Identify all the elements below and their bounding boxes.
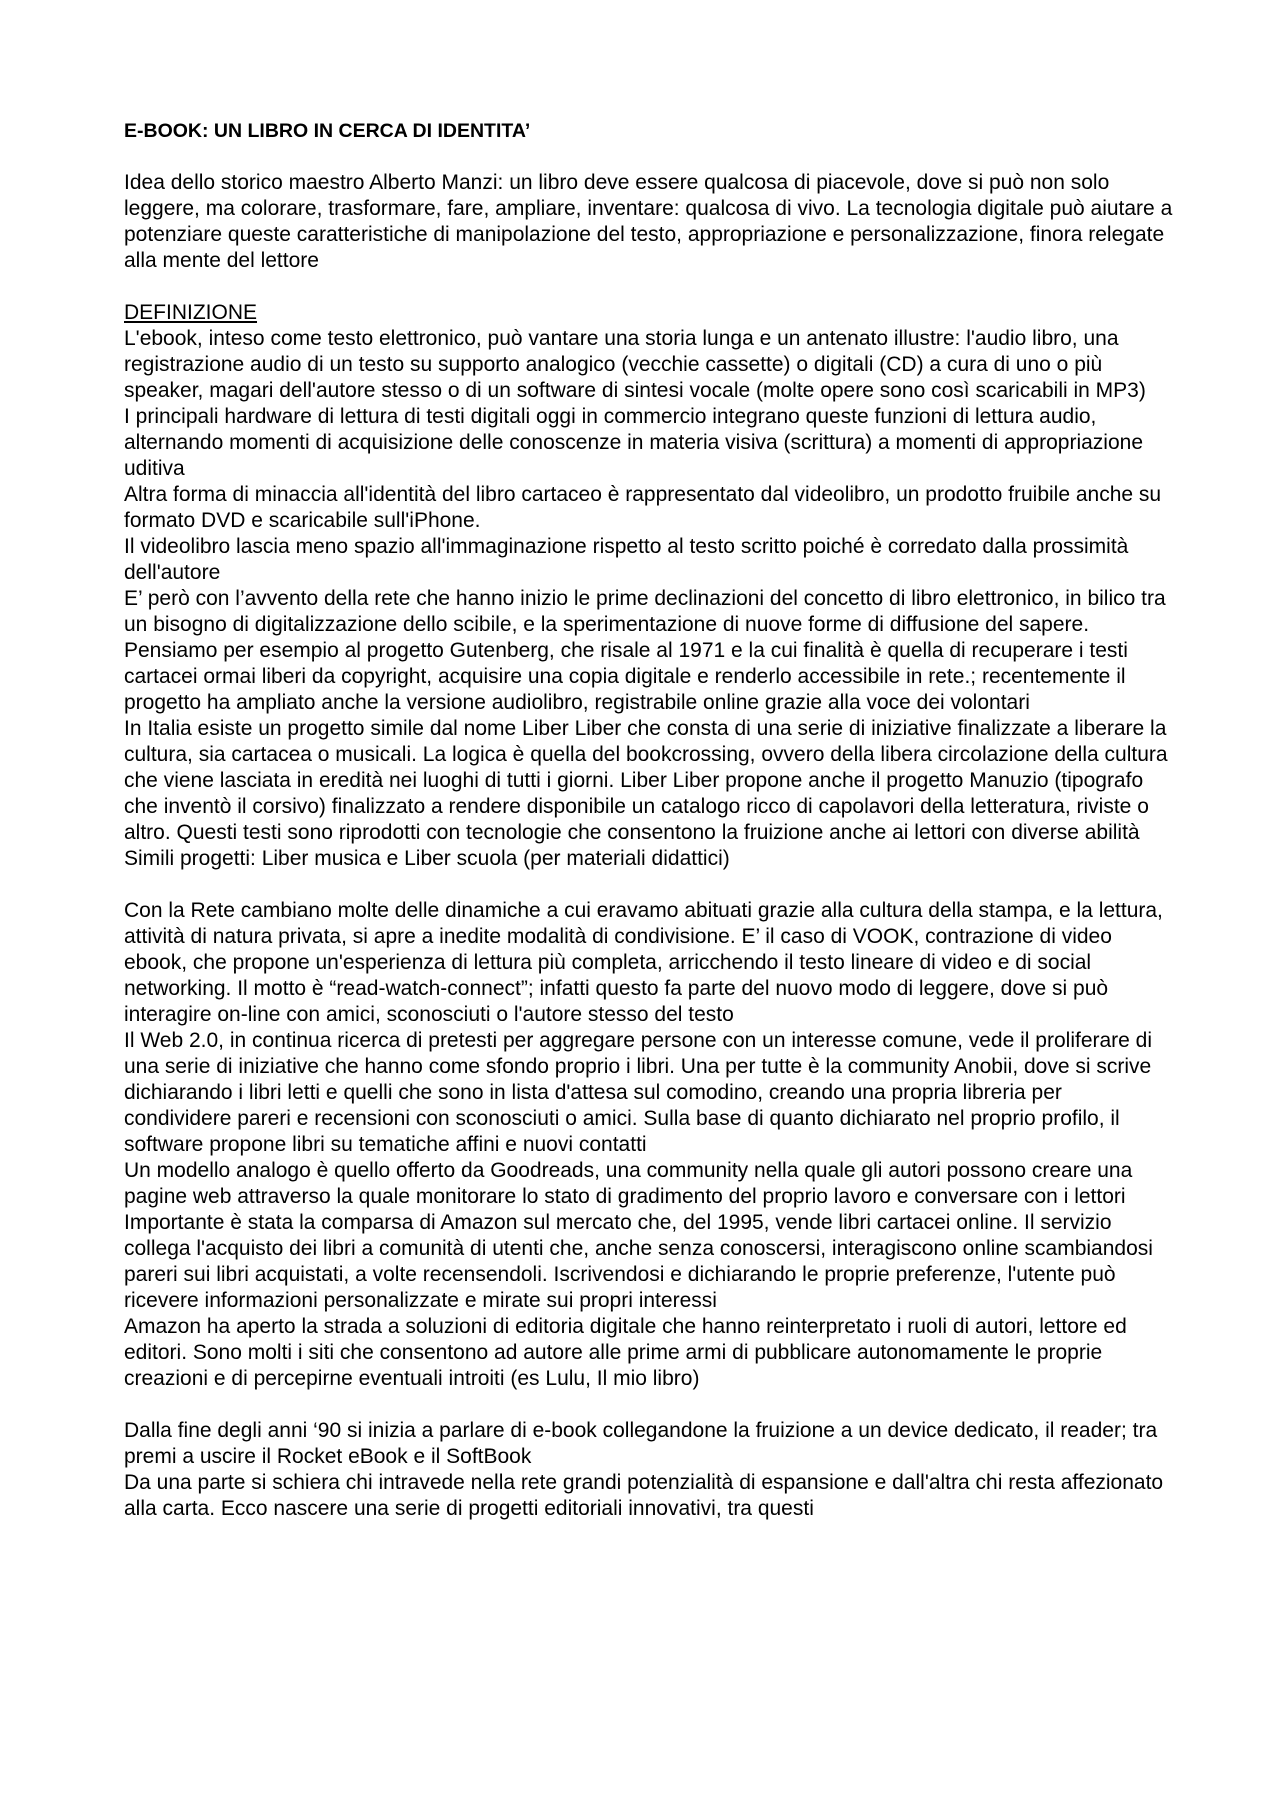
spacer [124, 872, 1174, 898]
intro-paragraph: Idea dello storico maestro Alberto Manzi: un libro deve essere qualcosa di piacevole, dove si può non solo leggere, ma colorare, trasformare, fare, ampliare, inventare: qualcosa di vivo. La tecnologia digitale può aiutare a potenziare queste caratteristiche di manipolazione del testo, appropriazione e personalizzazione, finora relegate alla mente del lettore [124, 171, 1173, 272]
paragraph: In Italia esiste un progetto simile dal nome Liber Liber che consta di una serie di iniziative finalizzate a liberare la cultura, sia cartacea o musicali. La logica è quella del bookcrossing, ovvero della libera circolazione della cultura che viene lasciata in eredità nei luoghi di tutti i giorni. Liber Liber propone anche il progetto Manuzio (tipografo che inventò il corsivo) finalizzato a rendere disponibile un catalogo ricco di capolavori della letteratura, riviste o altro. Questi testi sono riprodotti con tecnologie che consentono la fruizione anche ai lettori con diverse abilità [124, 717, 1168, 844]
paragraph: Con la Rete cambiano molte delle dinamiche a cui eravamo abituati grazie alla cultura della stampa, e la lettura, attività di natura privata, si apre a inedite modalità di condivisione. E’ il caso di VOOK, contrazione di video ebook, che propone un'esperienza di lettura più completa, arricchendo il testo lineare di video e di social networking. Il motto è “read-watch-connect”; infatti questo fa parte del nuovo modo di leggere, dove si può interagire on-line con amici, sconosciuti o l'autore stesso del testo [124, 899, 1163, 1026]
paragraph: Dalla fine degli anni ‘90 si inizia a parlare di e-book collegandone la fruizione a un device dedicato, il reader; tra premi a uscire il Rocket eBook e il SoftBook [124, 1419, 1158, 1468]
spacer [124, 274, 1174, 300]
section-heading: DEFINIZIONE [124, 301, 258, 324]
paragraph: Il Web 2.0, in continua ricerca di pretesti per aggregare persone con un interesse comune, vede il proliferare di una serie di iniziative che hanno come sfondo proprio i libri. Una per tutte è la community Anobii, dove si scrive dichiarando i libri letti e quelli che sono in lista d'attesa sul comodino, creando una propria libreria per condividere pareri e recensioni con sconosciuti o amici. Sulla base di quanto dichiarato nel proprio profilo, il software propone libri su tematiche affini e nuovi contatti [124, 1029, 1153, 1156]
paragraph: I principali hardware di lettura di testi digitali oggi in commercio integrano queste funzioni di lettura audio, alternando momenti di acquisizione delle conoscenze in materia visiva (scrittura) a momenti di appropriazione uditiva [124, 405, 1144, 480]
paragraph: L'ebook, inteso come testo elettronico, può vantare una storia lunga e un antenato illustre: l'audio libro, una registrazione audio di un testo su supporto analogico (vecchie cassette) o digitali (CD) a cura di uno o più speaker, magari dell'autore stesso o di un software di sintesi vocale (molte opere sono così scaricabili in MP3) [124, 327, 1146, 402]
document-title: E-BOOK: UN LIBRO IN CERCA DI IDENTITA’ [124, 120, 531, 142]
spacer [124, 1392, 1174, 1418]
paragraph: Simili progetti: Liber musica e Liber scuola (per materiali didattici) [124, 847, 730, 870]
paragraph: E’ però con l’avvento della rete che hanno inizio le prime declinazioni del concetto di libro elettronico, in bilico tra un bisogno di digitalizzazione dello scibile, e la sperimentazione di nuove forme di diffusione del sapere. Pensiamo per esempio al progetto Gutenberg, che risale al 1971 e la cui finalità è quella di recuperare i testi cartacei ormai liberi da copyright, acquisire una copia digitale e renderlo accessibile in rete.; recentemente il progetto ha ampliato anche la versione audiolibro, registrabile online grazie alla voce dei volontari [124, 587, 1166, 714]
paragraph: Altra forma di minaccia all'identità del libro cartaceo è rappresentato dal videolibro, un prodotto fruibile anche su formato DVD e scaricabile sull'iPhone. [124, 483, 1162, 532]
paragraph: Da una parte si schiera chi intravede nella rete grandi potenzialità di espansione e dall'altra chi resta affezionato alla carta. Ecco nascere una serie di progetti editoriali innovativi, tra questi [124, 1471, 1164, 1520]
paragraph: Importante è stata la comparsa di Amazon sul mercato che, del 1995, vende libri cartacei online. Il servizio collega l'acquisto dei libri a comunità di utenti che, anche senza conoscersi, interagiscono online scambiandosi pareri sui libri acquistati, a volte recensendoli. Iscrivendosi e dichiarando le proprie preferenze, l'utente può ricevere informazioni personalizzate e mirate sui propri interessi [124, 1211, 1153, 1312]
paragraph: Il videolibro lascia meno spazio all'immaginazione rispetto al testo scritto poiché è corredato dalla prossimità dell'autore [124, 535, 1129, 584]
paragraph: Amazon ha aperto la strada a soluzioni di editoria digitale che hanno reinterpretato i ruoli di autori, lettore ed editori. Sono molti i siti che consentono ad autore alle prime armi di pubblicare autonomamente le proprie creazioni e di percepirne eventuali introiti (es Lulu, Il mio libro) [124, 1315, 1127, 1390]
document-page [124, 118, 1174, 1522]
paragraph: Un modello analogo è quello offerto da Goodreads, una community nella quale gli autori possono creare una pagine web attraverso la quale monitorare lo stato di gradimento del proprio lavoro e conversare con i lettori [124, 1159, 1133, 1208]
